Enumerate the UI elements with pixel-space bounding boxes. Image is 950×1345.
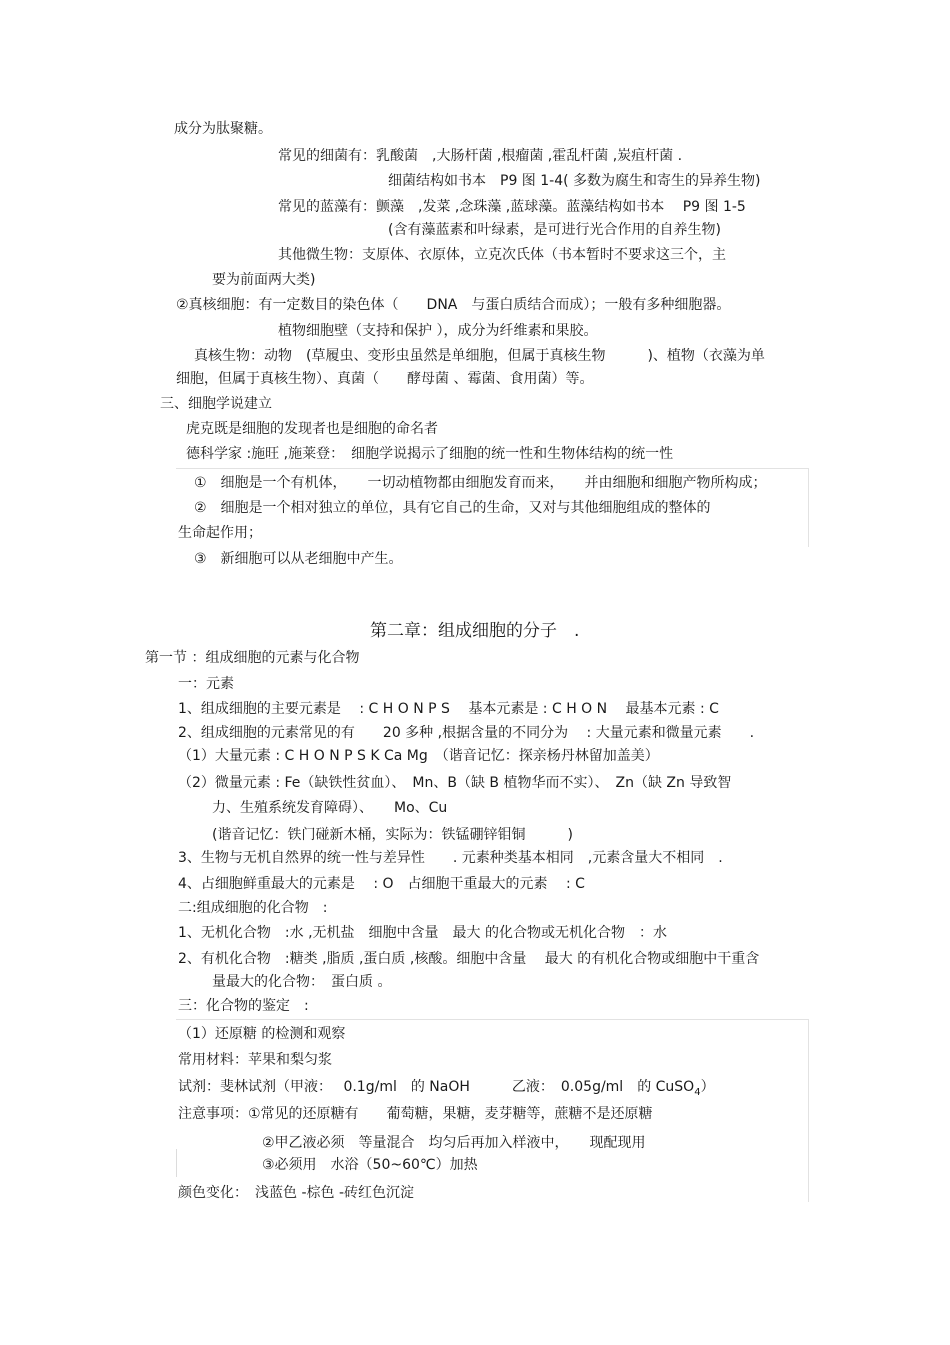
reagent-close: ） <box>700 1079 715 1095</box>
section-heading: 二:组成细胞的化合物 : <box>178 900 328 916</box>
text-line: 德科学家 :施旺 ,施莱登： 细胞学说揭示了细胞的统一性和生物体结构的统一性 <box>186 446 674 462</box>
text-line: 常用材料：苹果和梨匀浆 <box>178 1052 332 1068</box>
text-line: 量最大的化合物： 蛋白质 。 <box>212 974 392 990</box>
text-line: 常见的蓝藻有：颤藻 ,发菜 ,念珠藻 ,蓝球藻。蓝藻结构如书本 P9 图 1-5 <box>278 199 746 215</box>
text-line: 成分为肽聚糖。 <box>174 121 272 137</box>
text-line: 要为前面两大类) <box>212 272 316 288</box>
reagent-line <box>178 1077 715 1103</box>
section-heading: 三：化合物的鉴定 : <box>178 998 309 1014</box>
subscript-4: 4 <box>694 1086 701 1098</box>
text-line: 真核生物：动物 (草履虫、变形虫虽然是单细胞，但属于真核生物 )、植物（衣藻为单 <box>194 348 765 364</box>
text-line: 细胞，但属于真核生物）、真菌（ 酵母菌 、霉菌、食用菌）等。 <box>176 371 594 387</box>
text-line: 其他微生物：支原体、衣原体，立克次氏体（书本暂时不要求这三个，主 <box>278 247 726 263</box>
reducing-sugar-margin-line <box>176 1149 177 1177</box>
text-line: (含有藻蓝素和叶绿素，是可进行光合作用的自养生物) <box>388 222 721 238</box>
text-line: (谐音记忆：铁门碰新木桶，实际为：铁锰硼锌钼铜 ) <box>212 827 573 843</box>
text-line: ① 细胞是一个有机体， 一切动植物都由细胞发育而来， 并由细胞和细胞产物所构成； <box>194 475 767 491</box>
text-line: 生命起作用； <box>178 525 262 541</box>
text-line: 常见的细菌有：乳酸菌 ,大肠杆菌 ,根瘤菌 ,霍乱杆菌 ,炭疽杆菌 . <box>278 148 683 164</box>
text-line: 1、无机化合物 :水 ,无机盐 细胞中含量 最大 的化合物或无机化合物 ：水 <box>178 925 667 941</box>
chapter-title: 第二章：组成细胞的分子 . <box>370 621 580 641</box>
text-line: （1）大量元素 : C H O N P S K Ca Mg （谐音记忆：探亲杨丹林留加盖美） <box>178 748 659 764</box>
section-heading: 一：元素 <box>178 676 234 692</box>
text-line: ③必须用 水浴（50~60℃）加热 <box>262 1157 478 1173</box>
text-line: 注意事项：①常见的还原糖有 葡萄糖，果糖，麦芽糖等，蔗糖不是还原糖 <box>178 1106 653 1122</box>
text-line: （1）还原糖 的检测和观察 <box>178 1026 346 1042</box>
text-line: ③ 新细胞可以从老细胞中产生。 <box>194 551 403 567</box>
section-heading: 第一节 ：组成细胞的元素与化合物 <box>145 650 360 666</box>
text-line: ② 细胞是一个相对独立的单位，具有它自己的生命，又对与其他细胞组成的整体的 <box>194 500 711 516</box>
text-line: 3、生物与无机自然界的统一性与差异性 . 元素种类基本相同 ,元素含量大不相同 . <box>178 850 723 866</box>
text-line: ②甲乙液必须 等量混合 均匀后再加入样液中， 现配现用 <box>262 1135 646 1151</box>
section-heading: 三、细胞学说建立 <box>160 396 272 412</box>
text-line: ②真核细胞：有一定数目的染色体（ DNA 与蛋白质结合而成）；一般有多种细胞器。 <box>176 297 731 313</box>
text-line: 1、组成细胞的主要元素是 : C H O N P S 基本元素是 : C H O N 最基本元素 : C <box>178 701 719 717</box>
text-line: 2、有机化合物 :糖类 ,脂质 ,蛋白质 ,核酸。细胞中含量 最大 的有机化合物或细胞中干重含 <box>178 951 760 967</box>
text-line: 虎克既是细胞的发现者也是细胞的命名者 <box>186 421 438 437</box>
reagent-text: 试剂：斐林试剂（甲液： 0.1g/ml 的 NaOH 乙液： 0.05g/ml 的 CuSO <box>178 1079 695 1095</box>
text-line: （2）微量元素 : Fe（缺铁性贫血）、 Mn、B（缺 B 植物华而不实）、 Zn（缺 Zn 导致智 <box>178 775 732 791</box>
text-line: 颜色变化： 浅蓝色 -棕色 -砖红色沉淀 <box>178 1185 415 1201</box>
text-line: 4、占细胞鲜重最大的元素是 : O 占细胞干重最大的元素 : C <box>178 876 585 892</box>
text-line: 植物细胞壁（支持和保护 ），成分为纤维素和果胶。 <box>278 323 598 339</box>
text-line: 2、组成细胞的元素常见的有 20 多种 ,根据含量的不同分为 : 大量元素和微量元素 . <box>178 725 755 741</box>
text-line: 力、生殖系统发育障碍）、 Mo、Cu <box>212 800 448 816</box>
text-line: 细菌结构如书本 P9 图 1-4( 多数为腐生和寄生的异养生物) <box>388 173 761 189</box>
